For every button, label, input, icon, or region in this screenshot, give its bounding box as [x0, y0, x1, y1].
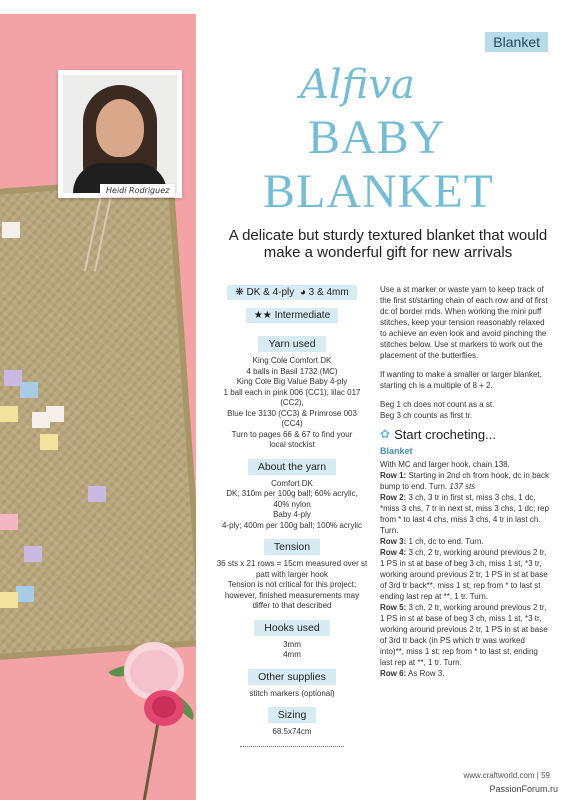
pattern-row [380, 536, 550, 547]
tension-heading: Tension [264, 539, 320, 555]
note-paragraph-3 [380, 399, 550, 421]
yarn-weight: DK & 4-ply [246, 287, 295, 298]
note-paragraph-1: Use a st marker or waste yarn to keep track of the first st/starting chain of each row and of first dc of border rnds. When working the mini puff stitches, keep your tension reasonably relaxed to achieve an even look and avoid pinching the stitches below. Use st markers to work out the placement of the butterflies. [380, 285, 548, 360]
butterfly-decoration [24, 546, 42, 562]
dotted-divider [240, 746, 344, 747]
bullet-flower-icon: ✿ [380, 427, 391, 441]
other-supplies-heading: Other supplies [248, 669, 336, 685]
other-supplies-text: stitch markers (optional) [249, 688, 335, 698]
page-footer: www.craftworld.com | 59 [463, 771, 550, 780]
hook-size: 3 & 4mm [308, 287, 349, 298]
row-label: Row 4: [380, 548, 407, 557]
level-pill [246, 308, 338, 323]
row-label: Row 5: [380, 603, 407, 612]
row-text: As Row 3. [408, 669, 445, 678]
butterfly-decoration [46, 406, 64, 422]
pattern-row [380, 492, 550, 536]
sizing-heading: Sizing [268, 707, 317, 723]
title-line-2: BLANKET [263, 165, 494, 218]
knitting-needles [92, 194, 122, 274]
row-label: Row 6: [380, 669, 407, 678]
hook-icon: ◕ [299, 287, 306, 298]
title-script: Alfiva [300, 62, 415, 108]
peony-flower [110, 624, 196, 734]
butterfly-decoration [16, 586, 34, 602]
author-face [96, 99, 144, 157]
row-note: 137 sts [449, 482, 476, 491]
sizing-text: 68.5x74cm [272, 727, 312, 736]
about-yarn-heading: About the yarn [248, 459, 336, 475]
start-crocheting-heading [380, 429, 550, 440]
subtitle: A delicate but sturdy textured blanket that would make a wonderful gift for new arrivals [228, 227, 548, 261]
pattern-row [380, 470, 550, 492]
pattern-intro: With MC and larger hook, chain 138. [380, 460, 510, 469]
hooks-text: 3mm 4mm [283, 639, 301, 659]
row-text: 3 ch, 3 tr in first st, miss 3 chs, 1 dc, *miss 3 chs, 7 tr in next st, miss 3 chs, 1 dc; rep from * to last 4 chs, miss 3 chs, 4 tr in last ch. Turn. [380, 493, 549, 535]
pattern-column [380, 284, 550, 679]
pattern-row [380, 668, 550, 679]
yarn-ball-icon: ❋ [235, 287, 244, 298]
hooks-heading: Hooks used [254, 620, 329, 636]
note-paragraph-2: If wanting to make a smaller or larger blanket, starting ch is a multiple of 8 + 2. [380, 370, 542, 390]
row-text: Starting in 2nd ch from hook, dc in back bump to end. Turn. [380, 471, 549, 491]
pattern-row [380, 547, 550, 602]
pattern-row [380, 602, 550, 668]
butterfly-decoration [2, 222, 20, 238]
skill-level: Intermediate [274, 310, 331, 321]
yarn-used-heading: Yarn used [258, 336, 325, 352]
butterfly-decoration [0, 514, 18, 530]
start-heading-text: Start crocheting... [394, 427, 496, 442]
butterfly-decoration [0, 592, 18, 608]
butterfly-decoration [40, 434, 58, 450]
tension-text: 36 sts x 21 rows = 15cm measured over st patt with larger hook Tension is not critical for this project; however, finished measurements may differ to that described [216, 559, 368, 610]
pattern-section-heading: Blanket [380, 446, 413, 456]
butterfly-decoration [88, 486, 106, 502]
author-name: Heidi Rodriguez [100, 184, 175, 197]
row-label: Row 2: [380, 493, 407, 502]
row-label: Row 1: [380, 471, 407, 480]
row-text: 3 ch, 2 tr, working around previous 2 tr, 1 PS in st at base of beg 3 ch, miss 1 st, *3 tr, working around previous 2 tr, 1 PS in st at base of 3rd tr back (in PS which tr was worked into)**, miss 1 st; rep from * to last st, ending last rep at **, 1 tr. Turn. [380, 603, 548, 667]
materials-column [216, 282, 368, 747]
butterfly-decoration [20, 382, 38, 398]
author-photo [58, 70, 182, 198]
yarn-used-text: King Cole Comfort DK 4 balls in Basil 1732 (MC) King Cole Big Value Baby 4-ply 1 ball each in pink 006 (CC1), lilac 017 (CC2), Blue Ice 3130 (CC3) & Primrose 003 (CC4) Turn to pages 66 & 67 to find your local stockist [223, 356, 361, 449]
note-line: Beg 1 ch does not count as a st. [380, 400, 495, 409]
row-text: 1 ch, dc to end. Turn. [408, 537, 484, 546]
star-icon: ★★ [253, 310, 272, 321]
section-tag: Blanket [485, 32, 548, 52]
row-label: Row 3: [380, 537, 407, 546]
note-line: Beg 3 ch counts as first tr. [380, 411, 473, 420]
watermark: PassionForum.ru [489, 784, 558, 794]
about-yarn-text: Comfort DK DK; 310m per 100g ball; 60% acrylic, 40% nylon Baby 4-ply 4-ply; 400m per 100g ball; 100% acrylic [221, 478, 363, 530]
spec-pill [227, 285, 356, 300]
butterfly-decoration [0, 406, 18, 422]
title-line-1: BABY [308, 111, 446, 164]
row-text: 3 ch, 2 tr, working around previous 2 tr, 1 PS in st at base of beg 3 ch, miss 1 st, *3 tr, working around previous 2 tr, 1 PS in st at base of 3rd tr back**, miss 1 st; rep from * to last st ending last rep at **, 1 tr. Turn. [380, 548, 548, 601]
